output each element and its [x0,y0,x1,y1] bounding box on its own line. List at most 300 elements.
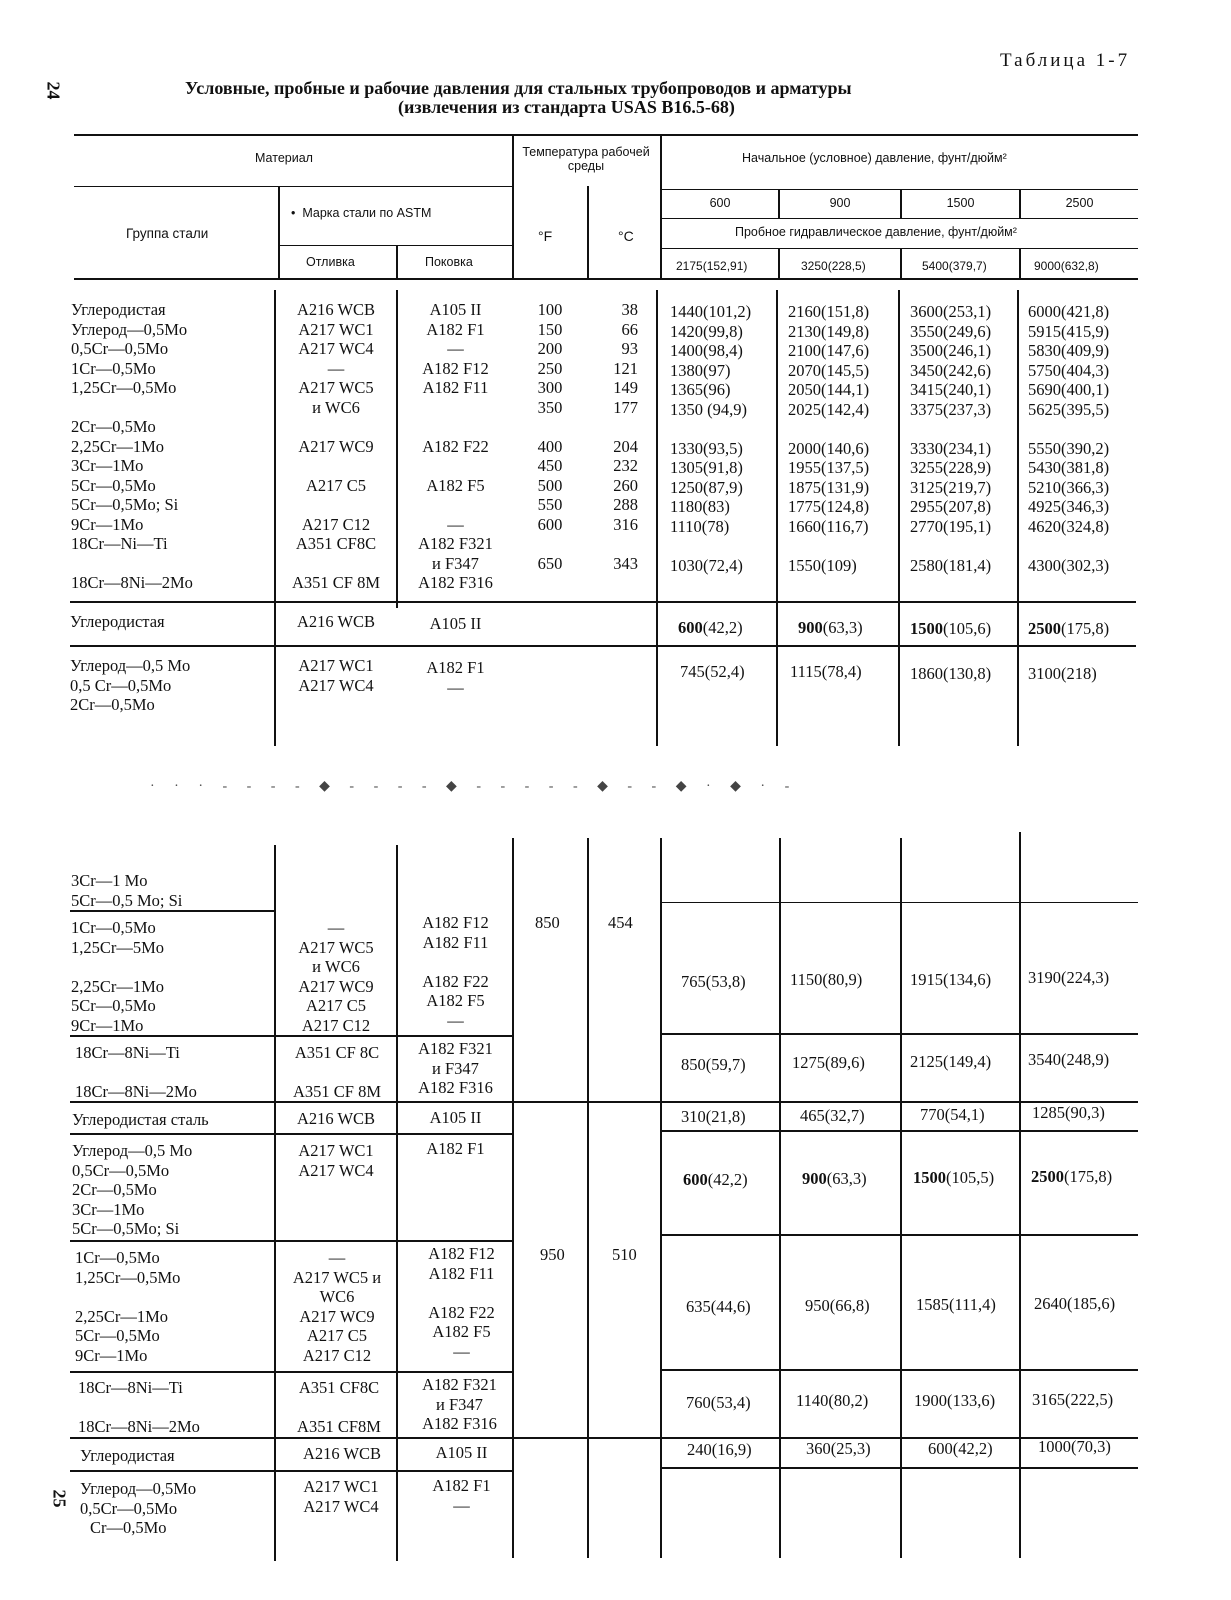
header-temperature: Температура рабочей среды [522,145,650,173]
cell: A182 F321 [422,1375,497,1394]
lg-p600: 760(53,4) [686,1393,751,1412]
cell: Углерод—0,5 Mo [70,656,191,675]
cell: (105,6) [943,619,992,638]
cell: 3Cr—1Mo [72,1199,145,1219]
cell: 900 [798,618,823,637]
lf-p1500: 1585(111,4) [916,1295,996,1314]
cell: 5690(400,1) [1028,380,1110,399]
lf-casting [276,1248,398,1365]
cell [788,536,869,556]
temp-510c: 510 [612,1245,637,1264]
page-break-marks: · · · - - - - ◆ - - - - ◆ - - - - - ◆ - - ◆ · ◆ · - [150,779,798,794]
cell: 1775(124,8) [788,497,870,516]
li-steel [80,1479,196,1538]
cell: A216 WCB [296,300,376,319]
cell: A182 F321 [418,1039,493,1058]
cell: — [327,358,345,378]
g2-p900 [798,618,863,638]
la-steel [71,871,182,910]
ld-p2500: 1285(90,3) [1032,1103,1105,1122]
rule [396,245,398,278]
lf-p600: 635(44,6) [686,1297,751,1316]
g2-p1500 [910,619,991,639]
cell: 3255(228,9) [910,458,992,477]
cell: 1,25Cr—0,5Mo [75,1267,181,1287]
header-material: Материал [255,151,313,165]
lc-p1500: 2125(149,4) [910,1052,992,1071]
g1-forging-col [398,300,513,593]
table-label: Таблица 1-7 [1000,50,1131,71]
cell [1028,419,1109,439]
lb-p2500: 3190(224,3) [1028,968,1110,987]
cell: 3Cr—1 Mo [71,871,148,890]
g1-tf-col [520,300,580,573]
cell: (42,2) [707,1170,748,1189]
lf-p900: 950(66,8) [805,1296,870,1315]
lc-forging [398,1039,513,1098]
g3-steel [70,656,190,715]
lg-p900: 1140(80,2) [796,1391,869,1410]
le-steel [72,1141,192,1239]
g3-p900: 1115(78,4) [790,662,862,681]
cell: A182 F5 [426,475,485,495]
rule [1019,832,1021,1558]
cell: 550 [537,495,563,514]
cell [78,1398,200,1418]
rule [74,134,1138,136]
cell: 0,5Cr—0,5Mo [71,339,169,358]
g3-p600: 745(52,4) [680,662,745,681]
cell: 600 [537,514,563,534]
cell: 1Cr—0,5Mo [75,1248,160,1267]
cell: 2000(140,6) [788,438,870,458]
cell: 5Cr—0,5Mo [71,996,156,1015]
cell: 5210(366,3) [1028,477,1110,497]
le-p600 [683,1170,748,1190]
cell: — [447,514,464,534]
rule [660,248,1138,249]
header-casting: Отливка [306,255,355,269]
cell: 121 [613,358,638,378]
cell: 0,5Cr—0,5Mo [80,1498,178,1518]
g1-p2500-col [1028,302,1109,575]
lg-steel [78,1378,200,1437]
cell: 4620(324,8) [1028,516,1110,536]
cell: 1,25Cr—5Mo [71,937,165,957]
cell: 600 [683,1170,708,1189]
cell: A217 C12 [301,1015,371,1035]
cell [520,534,580,554]
class-2500: 2500 [1065,196,1094,210]
cell: 350 [537,397,563,417]
cell: A351 CF8M [297,1417,381,1436]
cell: A217 WC4 [298,339,374,358]
lh-steel: Углеродистая [80,1446,175,1465]
cell: 400 [537,436,563,456]
cell: A182 F316 [418,1078,493,1097]
cell: A182 F22 [422,971,489,991]
cell: 1500 [910,619,943,638]
rule [74,186,512,187]
cell: 2500 [1031,1167,1064,1186]
cell: 260 [613,475,638,495]
ld-steel: Углеродистая сталь [72,1110,209,1129]
cell: и F347 [436,1394,483,1414]
cell: 1660(116,7) [788,516,869,536]
rule [587,838,589,1558]
cell: 2Cr—0,5Mo [70,695,155,714]
rule [660,1130,1138,1132]
cell: 1365(96) [670,380,731,399]
cell: 5Cr—0,5 Mo; Si [71,890,183,910]
class-1500: 1500 [946,196,975,210]
lf-p2500: 2640(185,6) [1034,1294,1116,1313]
cell: 18Cr—8Ni—Ti [75,1043,180,1062]
cell [276,495,396,515]
cell: 3600(253,1) [910,302,992,321]
cell: 2070(145,5) [788,360,870,380]
cell: 500 [537,475,563,495]
cell: 288 [613,495,638,514]
lh-p900: 360(25,3) [806,1439,871,1458]
cell [398,398,513,418]
g3-p2500: 3100(218) [1028,664,1097,683]
g2-p600 [678,618,743,638]
rule [778,248,780,278]
cell: 2,25Cr—1Mo [75,1306,169,1326]
cell: 1440(101,2) [670,302,752,321]
lg-p2500: 3165(222,5) [1032,1390,1114,1409]
cell [75,1287,180,1307]
hydro-600: 2175(152,91) [676,259,748,273]
rule [512,134,514,278]
table-title: Условные, пробные и рабочие давления для стальных трубопроводов и арматуры [185,78,852,98]
rule [660,1467,1138,1469]
cell: A182 F12 [422,913,489,932]
lb-p900: 1150(80,9) [790,970,863,989]
cell: A182 F5 [426,991,485,1010]
cell: 2130(149,8) [788,321,870,341]
cell: 6000(421,8) [1028,302,1110,321]
cell: A217 C12 [301,514,371,534]
rule [70,1470,512,1472]
cell [276,456,396,476]
rule [74,278,1138,280]
rule [278,186,280,278]
cell: 1250(87,9) [670,477,743,497]
cell: 900 [802,1169,827,1188]
lc-steel [75,1043,197,1102]
rule [70,1035,512,1037]
cell: 149 [613,378,638,397]
cell: 2Cr—0,5Mo [71,417,156,436]
cell: 2100(147,6) [788,341,870,360]
cell [276,417,396,437]
cell: A217 WC1 [298,1141,374,1160]
cell: A182 F1 [426,319,485,339]
cell: 18Cr—8Ni—2Mo [75,1082,197,1101]
cell: 1030(72,4) [670,555,743,575]
cell [404,1283,519,1303]
rule [776,290,778,746]
rule [660,1369,1138,1371]
cell: 204 [613,436,638,456]
cell: 5Cr—0,5Mo; Si [72,1219,180,1238]
cell: — [447,677,464,697]
cell: 18Cr—8Ni—2Mo [71,573,193,592]
cell: 1350 (94,9) [670,399,747,419]
cell: 1305(91,8) [670,458,743,477]
cell: 3375(237,3) [910,399,992,419]
lc-p900: 1275(89,6) [792,1053,865,1072]
cell [600,417,638,437]
lb-p600: 765(53,8) [681,972,746,991]
cell: A217 WC4 [303,1496,379,1516]
cell: 4925(346,3) [1028,497,1110,516]
cell: 5915(415,9) [1028,321,1110,341]
cell: 18Cr—Ni—Ti [71,534,168,553]
temp-850f: 850 [535,913,560,932]
cell: 1180(83) [670,497,730,516]
cell: A217 C5 [305,475,367,495]
cell: — [328,1248,346,1267]
hydro-1500: 5400(379,7) [922,259,987,273]
page-number-bottom: 25 [49,1489,70,1508]
cell: 3450(242,6) [910,360,992,380]
cell: A217 WC9 [298,436,374,456]
header-nominal-pressure: Начальное (условное) давление, фунт/дюйм² [742,151,1007,165]
cell: Cr—0,5Mo [90,1518,167,1537]
cell: Углеродистая [71,300,166,319]
cell: 2770(195,1) [910,516,992,536]
cell: A182 F11 [428,1263,495,1283]
cell [1028,536,1109,556]
cell: 3Cr—1Mo [71,456,144,475]
li-casting [280,1477,402,1516]
cell: A182 F321 [418,534,493,553]
cell: A351 CF8C [298,1378,380,1397]
cell: 343 [613,553,638,573]
cell: 5Cr—0,5Mo; Si [71,495,179,514]
lf-forging [404,1244,519,1361]
rule [70,1133,512,1135]
cell: WC6 [319,1287,355,1306]
g2-casting: A216 WCB [296,612,376,631]
cell: 1330(93,5) [670,438,743,458]
cell: (63,3) [826,1169,867,1188]
cell: — [327,918,345,937]
ld-casting: A216 WCB [296,1109,376,1128]
cell: 450 [537,456,563,475]
lb-casting [276,918,396,1035]
cell [71,554,193,574]
header-steel-group: Группа стали [126,226,209,241]
cell [398,417,513,437]
g1-tc-col [600,300,638,573]
cell: (105,5) [946,1168,995,1187]
cell: 316 [613,514,638,534]
cell: 232 [613,456,638,475]
cell [910,536,991,556]
lg-p1500: 1900(133,6) [914,1391,996,1410]
cell: A182 F12 [428,1244,495,1263]
g2-steel: Углеродистая [70,612,165,631]
rule [660,902,1138,903]
hydro-2500: 9000(632,8) [1034,259,1099,273]
cell: 2160(151,8) [788,302,870,321]
cell: и WC6 [312,957,360,976]
cell: 3330(234,1) [910,438,992,458]
cell: 3500(246,1) [910,341,992,360]
cell: A182 F316 [418,573,493,592]
rule [656,290,658,746]
cell: 150 [537,319,563,339]
cell: 1380(97) [670,360,731,380]
cell: A217 WC5 и [292,1267,382,1287]
rule [70,1101,1138,1103]
lh-forging: A105 II [435,1443,488,1462]
lb-p1500: 1915(134,6) [910,970,992,989]
li-forging [404,1476,519,1515]
cell: 3125(219,7) [910,477,992,497]
g2-forging: A105 II [429,614,482,633]
cell: — [453,1341,470,1361]
cell: 1,25Cr—0,5Mo [71,378,177,397]
rule [660,1033,1138,1035]
cell: 3550(249,6) [910,321,992,341]
cell: 66 [621,319,638,339]
rule [660,838,662,1558]
cell [398,456,513,476]
cell: A217 WC1 [298,319,374,339]
lg-forging [402,1375,517,1434]
cell: 18Cr—8Ni—2Mo [78,1417,200,1436]
hydro-900: 3250(228,5) [801,259,866,273]
le-p900 [802,1169,867,1189]
cell [910,419,991,439]
table-subtitle: (извлечения из стандарта USAS B16.5-68) [398,97,735,117]
cell: A182 F11 [422,378,489,397]
cell: 2025(142,4) [788,399,870,419]
cell: A217 WC9 [299,1306,375,1326]
header-hydro-pressure: Пробное гидравлическое давление, фунт/дюйм² [735,225,1017,239]
cell: (63,3) [822,618,863,637]
cell: 4300(302,3) [1028,555,1110,575]
cell: 5750(404,3) [1028,360,1110,380]
cell [600,534,638,554]
header-forging: Поковка [425,255,473,269]
cell: — [453,1495,470,1515]
cell: 9Cr—1Mo [71,514,144,534]
cell [278,1398,400,1418]
le-p1500 [913,1168,994,1188]
cell: (175,8) [1061,619,1110,638]
class-600: 600 [709,196,731,210]
cell [398,495,513,515]
cell: 5625(395,5) [1028,399,1110,419]
cell [670,536,751,556]
le-forging [398,1139,513,1159]
cell: A217 WC1 [303,1477,379,1496]
cell: 1420(99,8) [670,321,743,341]
cell: A351 CF 8C [294,1043,380,1062]
header-celsius: °C [618,228,634,244]
cell: 0,5 Cr—0,5Mo [70,675,172,695]
temp-950f: 950 [540,1245,565,1264]
cell: 5550(390,2) [1028,438,1110,458]
ld-p900: 465(32,7) [800,1106,865,1125]
cell: 2580(181,4) [910,555,992,575]
lc-p2500: 3540(248,9) [1028,1050,1110,1069]
lc-casting [276,1043,398,1102]
cell: A351 CF 8M [291,573,381,592]
lh-casting: A216 WCB [302,1444,382,1463]
rule [70,1371,512,1373]
page-number-top: 24 [43,81,64,100]
cell: 18Cr—8Ni—Ti [78,1378,183,1397]
g3-forging [398,658,513,697]
rule [70,1240,512,1242]
cell: 1Cr—0,5Mo [71,358,156,378]
cell: 1400(98,4) [670,341,743,360]
cell: (42,2) [702,618,743,637]
cell: A182 F22 [422,436,489,456]
cell: A182 F1 [432,1476,491,1495]
rule [779,838,781,1558]
cell: 300 [537,378,563,397]
cell: A182 F11 [422,932,489,952]
header-astm: • Марка стали по ASTM [291,206,432,220]
cell [276,1063,398,1083]
rule [1019,248,1021,278]
cell: A351 CF 8M [292,1082,382,1101]
rule [70,910,274,912]
cell [520,417,580,437]
cell: A105 II [429,300,482,319]
lc-p600: 850(59,7) [681,1055,746,1074]
cell: 2500 [1028,619,1061,638]
cell: 38 [621,300,638,319]
rule [1017,290,1019,746]
cell [71,957,164,977]
rule [660,218,1138,219]
cell: 250 [537,358,563,378]
cell: (175,8) [1064,1167,1113,1186]
rule [660,189,1138,190]
cell: 200 [537,339,563,358]
cell: — [447,1010,464,1030]
cell: A182 F22 [428,1302,495,1322]
cell: 5830(409,9) [1028,341,1110,360]
header-astm-text: Марка стали по ASTM [302,206,432,220]
cell: — [447,339,464,358]
cell [276,554,396,574]
cell: и F347 [432,553,479,573]
ld-p1500: 770(54,1) [920,1105,985,1124]
cell: A182 F1 [426,658,485,677]
g1-p900-col [788,302,869,575]
cell: 1500 [913,1168,946,1187]
g3-p1500: 1860(130,8) [910,664,992,683]
rule [900,838,902,1558]
cell: и F347 [432,1058,479,1078]
g1-p600-col [670,302,751,575]
cell: A217 WC9 [298,976,374,996]
cell: A217 C12 [302,1345,372,1365]
cell: 1955(137,5) [788,458,870,477]
cell: 600 [678,618,703,637]
cell [670,419,751,439]
